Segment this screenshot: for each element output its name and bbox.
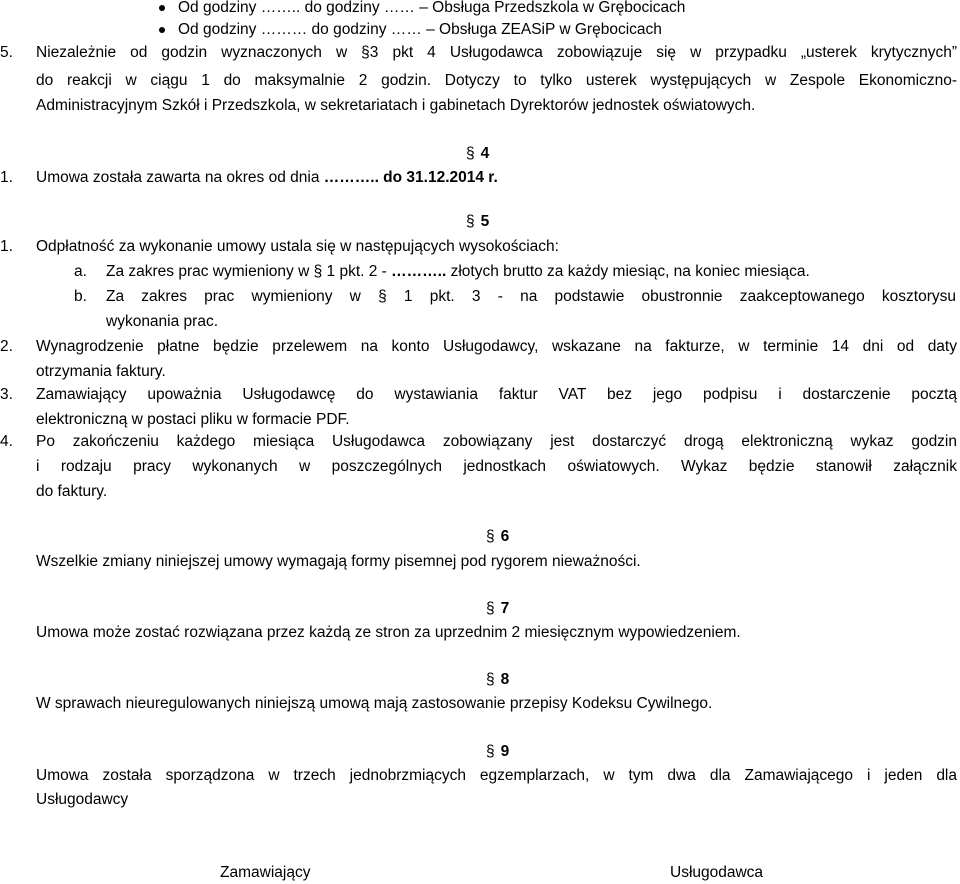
item-number: 4. (0, 433, 13, 450)
section-4-heading (466, 143, 489, 165)
payment-item-a (106, 261, 810, 283)
bullet-text: Od godziny …….. do godziny …… – Obsługa Przedszkola w Grębocicach (178, 0, 686, 16)
payment-item-4-line-3: do faktury. (36, 483, 108, 500)
payment-item-3-line-1: Zamawiający upoważnia Usługodawcę do wystawiania faktur VAT bez jego podpisu i dostarczenie pocztą (36, 386, 957, 403)
payment-item-b-line-2: wykonania prac. (106, 313, 219, 330)
signature-provider: Usługodawca (670, 864, 764, 881)
section-sign: § (466, 213, 475, 230)
bullet-item-zeasip (178, 19, 662, 41)
termination-clause: Umowa może zostać rozwiązana przez każdą ze stron za uprzednim 2 miesięcznym wypowiedzeniem. (36, 624, 741, 641)
section-number: 5 (480, 213, 490, 230)
payment-item-2-line-1: Wynagrodzenie płatne będzie przelewem na konto Usługodawcy, wskazane na fakturze, w terminie 14 dni od daty (36, 338, 957, 355)
contract-period (36, 167, 498, 189)
payment-item-a-text: Za zakres prac wymieniony w § 1 pkt. 2 - (106, 263, 392, 280)
payment-item-4-line-1: Po zakończeniu każdego miesiąca Usługodawca zobowiązany jest dostarczyć drogą elektroniczną wykaz godzin (36, 433, 957, 450)
item-number: 2. (0, 338, 13, 355)
section-sign: § (486, 528, 495, 545)
copies-clause-line-2: Usługodawcy (36, 791, 129, 808)
item-number: 1. (0, 238, 13, 255)
section-sign: § (466, 145, 475, 162)
section-number: 7 (500, 600, 510, 617)
section-sign: § (486, 743, 495, 760)
section-sign: § (486, 671, 495, 688)
section-8-heading (486, 669, 509, 691)
section-6-heading (486, 526, 509, 548)
paragraph-5-line-2: do reakcji w ciągu 1 do maksymalnie 2 godzin. Dotyczy to tylko usterek występujących w Zespole Ekonomiczno- (36, 72, 957, 89)
section-number: 4 (480, 145, 490, 162)
signature-client: Zamawiający (220, 864, 311, 881)
amendments-clause: Wszelkie zmiany niniejszej umowy wymagają formy pisemnej pod rygorem nieważności. (36, 553, 641, 570)
payment-item-2-line-2: otrzymania faktury. (36, 363, 166, 380)
sub-item-label: b. (74, 288, 87, 305)
payment-item-a-suffix: złotych brutto za każdy miesiąc, na koniec miesiąca. (446, 263, 810, 280)
item-number: 3. (0, 386, 13, 403)
civil-code-clause: W sprawach nieuregulowanych niniejszą umową mają zastosowanie przepisy Kodeksu Cywilnego. (36, 695, 713, 712)
bullet-text: Od godziny ……… do godziny …… – Obsługa ZEASiP w Grębocicach (178, 21, 662, 38)
paragraph-5-line-3: Administracyjnym Szkół i Przedszkola, w sekretariatach i gabinetach Dyrektorów jednostek oświatowych. (36, 97, 756, 114)
paragraph-number: 5. (0, 44, 13, 61)
payment-amount-blank: ……….. (391, 263, 447, 280)
payment-item-b-line-1: Za zakres prac wymieniony w § 1 pkt. 3 - na podstawie obustronnie zaakceptowanego kosztorysu (106, 288, 956, 305)
section-number: 6 (500, 528, 510, 545)
section-number: 9 (500, 743, 510, 760)
copies-clause-line-1: Umowa została sporządzona w trzech jednobrzmiących egzemplarzach, w tym dwa dla Zamawiającego i jeden dla (36, 767, 957, 784)
payment-intro: Odpłatność za wykonanie umowy ustala się w następujących wysokościach: (36, 238, 559, 255)
paragraph-5-line-1: Niezależnie od godzin wyznaczonych w §3 pkt 4 Usługodawca zobowiązuje się w przypadku „usterek krytycznych” (36, 44, 957, 61)
section-7-heading (486, 598, 509, 620)
item-number: 1. (0, 169, 13, 186)
bullet-item-przedszkole (178, 0, 685, 19)
section-9-heading (486, 741, 509, 763)
sub-item-label: a. (74, 263, 87, 280)
payment-item-3-line-2: elektroniczną w postaci pliku w formacie PDF. (36, 411, 350, 428)
payment-item-4-line-2: i rodzaju pracy wykonanych w poszczególnych jednostkach oświatowych. Wykaz będzie stanowił załącznik (36, 458, 957, 475)
contract-period-text: Umowa została zawarta na okres od dnia (36, 169, 324, 186)
section-number: 8 (500, 671, 510, 688)
section-5-heading (466, 211, 489, 233)
contract-period-dates: ……….. do 31.12.2014 r. (323, 169, 498, 186)
section-sign: § (486, 600, 495, 617)
